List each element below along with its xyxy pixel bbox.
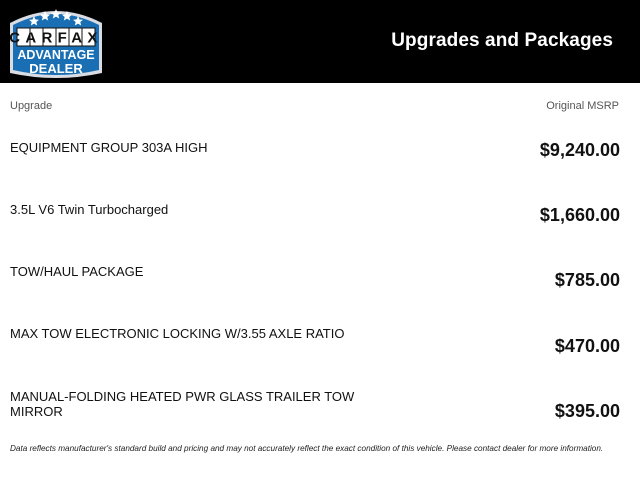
upgrade-row [0,389,640,449]
upgrade-price: $9,240.00 [539,140,620,160]
upgrade-row [0,264,640,324]
upgrade-name: 3.5L V6 Twin Turbocharged [10,202,169,217]
upgrade-price: $395.00 [554,401,620,421]
disclaimer-note: Data reflects manufacturer's standard build and pricing and may not accurately reflect the exact condition of this vehicle. Please contact dealer for more information. [10,444,604,453]
carfax-advantage-dealer-logo [4,3,108,79]
column-header-msrp: Original MSRP [546,100,619,112]
upgrade-name: MAX TOW ELECTRONIC LOCKING W/3.55 AXLE RATIO [10,326,345,341]
page-header [0,0,640,83]
logo-brand-text: CARFAX [9,29,103,47]
upgrade-name: MANUAL-FOLDING HEATED PWR GLASS TRAILER TOW MIRROR [10,389,355,419]
logo-line1: ADVANTAGE [17,48,95,62]
upgrade-row [0,140,640,200]
upgrade-price: $785.00 [554,270,620,290]
upgrade-name: TOW/HAUL PACKAGE [10,264,144,279]
logo-line2: DEALER [29,61,83,76]
page-title: Upgrades and Packages [391,30,613,51]
column-header-upgrade: Upgrade [10,100,53,112]
upgrade-price: $1,660.00 [539,205,620,225]
upgrade-row [0,326,640,386]
upgrade-price: $470.00 [554,336,620,356]
upgrade-name: EQUIPMENT GROUP 303A HIGH [10,140,208,155]
upgrade-row [0,202,640,262]
